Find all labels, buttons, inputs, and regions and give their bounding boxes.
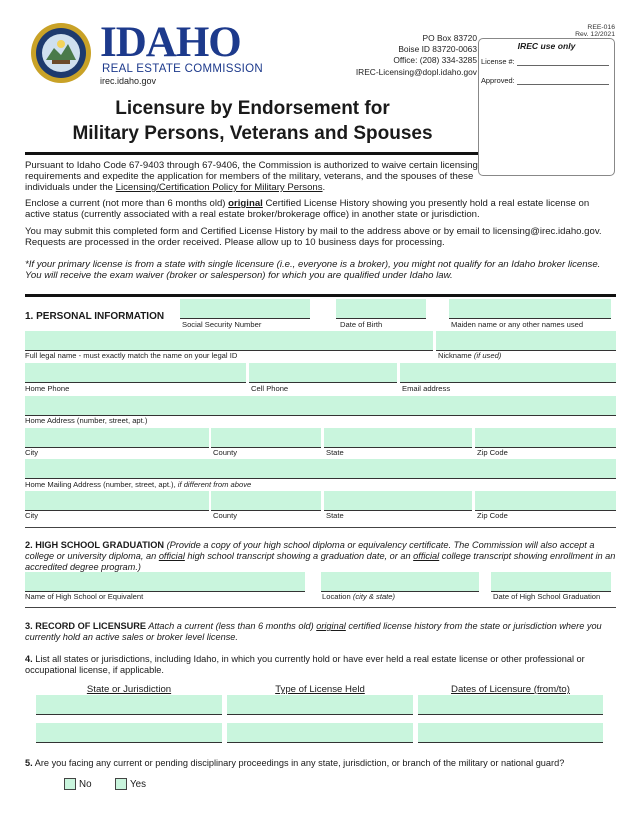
dob-label: Date of Birth [340,320,383,329]
home-county-label: County [213,448,238,457]
cell-phone-field[interactable] [249,363,397,383]
section-divider-2 [25,527,616,528]
page-title: Licensure by Endorsement for Military Persons, Veterans and Spouses [72,98,433,144]
yes-label: Yes [130,779,146,790]
section-divider [25,294,616,297]
mailing-zip-label: Zip Code [477,511,508,520]
mailing-address-field[interactable] [25,459,616,479]
license-row-2-state[interactable] [36,723,222,743]
license-row-1-dates[interactable] [418,695,603,715]
license-row-2-dates[interactable] [418,723,603,743]
mailing-address-label: Home Mailing Address (number, street, apt.), if different from above [25,480,252,489]
disciplinary-question: 5. Are you facing any current or pending disciplinary proceedings in any state, jurisdiction, or branch of the military or national guard? [25,758,565,768]
mailing-zip-field[interactable] [475,491,616,511]
military-policy-link[interactable]: Licensing/Certification Policy for Military Persons [115,182,323,193]
personal-info-heading: 1. PERSONAL INFORMATION [25,311,165,322]
license-row-2-type[interactable] [227,723,413,743]
section-divider-3 [25,607,616,608]
home-city-field[interactable] [25,428,209,448]
column-header-license-type: Type of License Held [275,684,365,695]
approved-line[interactable] [517,84,609,85]
home-zip-field[interactable] [475,428,616,448]
mailing-city-field[interactable] [25,491,209,511]
cell-phone-label: Cell Phone [251,384,289,393]
graduation-date-field[interactable] [491,572,611,592]
high-school-location-field[interactable] [321,572,479,592]
nickname-field[interactable] [436,331,616,351]
license-label: License #: [481,57,515,66]
home-phone-field[interactable] [25,363,246,383]
high-school-name-field[interactable] [25,572,305,592]
mailing-state-label: State [326,511,344,520]
license-states-question: 4. List all states or jurisdictions, including Idaho, in which you currently hold or have ever held a real estate license or other professional or occupational license, if applicable. [25,654,585,675]
idaho-seal [30,22,92,84]
intro-paragraph-1: Pursuant to Idaho Code 67-9403 through 67-9406, the Commission is authorized to waive certain licensing requirements and expedite the application for members of the military, veterans, and the spouses of these individuals under the Licensing/Certification Policy for Military Persons. [25,160,478,193]
high-school-location-label: Location (city & state) [322,592,396,601]
graduation-date-label: Date of High School Graduation [493,592,601,601]
home-address-field[interactable] [25,396,616,416]
ssn-label: Social Security Number [182,320,262,329]
logo-subtitle: REAL ESTATE COMMISSION [102,63,264,75]
maiden-name-field[interactable] [449,299,611,319]
dob-field[interactable] [336,299,426,319]
mailing-county-label: County [213,511,238,520]
no-label: No [79,779,92,790]
high-school-instructions: 2. HIGH SCHOOL GRADUATION (Provide a copy of your high school diploma or equivalency certificate. The Commission will also accept a college or university diploma, an official high school transcript showing a graduation date, or an official college transcript showing enrollment in an accredited degree program.) [25,540,616,572]
home-county-field[interactable] [211,428,321,448]
home-address-label: Home Address (number, street, apt.) [25,416,148,425]
high-school-name-label: Name of High School or Equivalent [25,592,144,601]
column-header-state: State or Jurisdiction [86,684,172,695]
approved-label: Approved: [481,76,515,85]
home-zip-label: Zip Code [477,448,508,457]
mailing-city-label: City [25,511,39,520]
license-row-1-type[interactable] [227,695,413,715]
mailing-address: PO Box 83720 Boise ID 83720-0063 Office: (208) 334-3285 IREC-Licensing@dopl.idaho.gov [355,33,477,77]
home-phone-label: Home Phone [25,384,70,393]
header-divider [25,152,478,155]
intro-paragraph-2: Enclose a current (not more than 6 months old) original Certified License History showing you presently hold a real estate license on active status (currently associated with a real estate broker/brokerage office) in another state or jurisdiction. [25,198,590,220]
irec-use-box [478,38,615,176]
mailing-state-field[interactable] [324,491,472,511]
form-id: REE-016 Rev. 12/2021 [575,24,615,39]
ssn-field[interactable] [180,299,310,319]
home-city-label: City [25,448,39,457]
license-number-line[interactable] [517,65,609,66]
home-state-field[interactable] [324,428,472,448]
nickname-label: Nickname (if used) [438,351,502,360]
irec-box-title: IREC use only [517,41,576,51]
home-state-label: State [326,448,344,457]
record-of-licensure: 3. RECORD OF LICENSURE Attach a current (less than 6 months old) original certified license history from the state or jurisdiction where you currently hold an active sales or broker level license. [25,621,602,642]
maiden-name-label: Maiden name or any other names used [451,320,584,329]
license-row-1-state[interactable] [36,695,222,715]
intro-paragraph-4: *If your primary license is from a state with single licensure (i.e., everyone is a broker), you might not qualify for an Idaho broker license. You will receive the exam waiver (broker or salesperson) for which you are qualified under Idaho law. [25,259,601,281]
yes-checkbox[interactable] [115,778,127,790]
logo-wordmark: IDAHO [100,19,241,66]
mailing-county-field[interactable] [211,491,321,511]
email-label: Email address [402,384,451,393]
website-link[interactable]: irec.idaho.gov [100,76,157,86]
intro-paragraph-3: You may submit this completed form and Certified License History by mail to the address above or by email to licensing@irec.idaho.gov. Requests are processed in the order received. Please allow up to 10 business days for processing. [25,226,602,248]
column-header-dates: Dates of Licensure (from/to) [451,684,570,695]
legal-name-label: Full legal name - must exactly match the name on your legal ID [25,351,238,360]
no-checkbox[interactable] [64,778,76,790]
legal-name-field[interactable] [25,331,433,351]
email-field[interactable] [400,363,616,383]
